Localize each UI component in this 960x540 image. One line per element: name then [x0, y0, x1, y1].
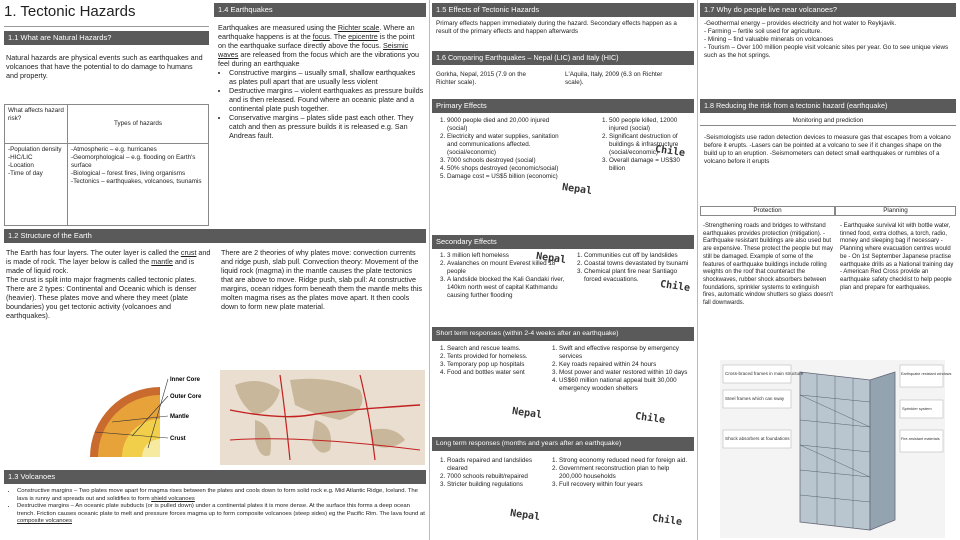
building-label-windows: Earthquake resistant windows [901, 372, 952, 376]
tectonic-plates-map [220, 370, 425, 465]
primary-effects-header: Primary Effects [432, 99, 694, 113]
hazard-risk-table [4, 104, 209, 226]
nepal-label-primary: Nepal [561, 181, 593, 198]
structure-right-text: There are 2 theories of why plates move: convection currents and ridge push, slab pull. Convection theory: Movement of the liquid rock (magma) in the mantle causes the plate tectonics that are above to move. Ridge push, slab pull: At constructive margins, ocean ridges form beneath them the mantle melts this molten magma rises as the plates move apart. It then cools down to form new plate material. [221, 248, 422, 311]
planning-text: - Earthquake survival kit with bottle water, tinned food, extra clothes, a torch, radio, money and sleeping bag if necessary - Planning where evacuation centres would be - On 1st September Japanese practise earthquake drills as a National training day - American Red Cross provide an earthquake safety checklist to help people plan and prepare for earthquakes. [840, 223, 954, 291]
protection-text: -Strengthening roads and bridges to withstand earthquakes provides protection (mitigation). - Earthquake resistant buildings are also used but are expensive. These protect the people but may still be damaged. Example of some of the features of earthquake buildings include rolling weights on the roof that counteract the shockwaves, rubber shock absorbers between foundations, sprinkler systems to extinguish fires, automatic window shutters so glass doesn't fall downwards. [703, 223, 833, 307]
why-live-header: 1.7 Why do people live near volcanoes? [700, 3, 956, 17]
nepal-primary-effects: 1. 9000 people died and 20,000 injured (social) 2. Electricity and water supplies, sanitation and communications affected. (social/economic) 3. 7000 schools destroyed (social) 4. 50% shops destroyed (economic/social) 5. Damage cost = US$5 billion (economic) [436, 117, 566, 181]
long-term-header: Long term responses (months and years after an earthquake) [432, 437, 694, 451]
building-label-steel-frames: Steel frames which can sway [725, 396, 785, 401]
natural-hazards-header: 1.1 What are Natural Hazards? [4, 31, 209, 45]
chile-long-term: 1. Strong economy reduced need for foreign aid. 2. Government reconstruction plan to help 200,000 households 3. Full recovery within four years [548, 457, 693, 489]
layer-label-crust: Crust [170, 436, 186, 442]
natural-hazards-text: Natural hazards are physical events such as earthquakes and volcanoes that have the potential to do damage to humans and property. [6, 53, 203, 80]
risk-header: What affects hazard risk? [8, 107, 64, 122]
nepal-long-term: 1. Roads repaired and landslides cleared 2. 7000 schools rebuilt/repaired 3. Stricter building regulations [436, 457, 551, 489]
building-label-shock-absorbers: Shock absorbers at foundations [725, 436, 790, 441]
layer-label-outer-core: Outer Core [170, 394, 202, 400]
planning-header: Planning [835, 206, 956, 216]
nepal-label-secondary: Nepal [535, 250, 567, 267]
volcanoes-header: 1.3 Volcanoes [4, 470, 426, 484]
nepal-secondary-effects: 1. 3 million left homeless 2. Avalanches on mount Everest killed 18 people 3. A landslide blocked the Kali Gandaki river, 140km north west of capital Kathmandu causing further flooding [436, 252, 568, 300]
building-label-sprinkler: Sprinkler system [902, 406, 932, 411]
effects-header: 1.5 Effects of Tectonic Hazards [432, 3, 694, 17]
gorkha-label: Gorkha, Nepal, 2015 (7.9 on the Richter scale). [436, 71, 526, 86]
chile-label-primary: Chile [654, 143, 686, 160]
types-header: Types of hazards [114, 119, 162, 127]
hazard-types: -Atmospheric – e.g. hurricanes -Geomorphological – e.g. flooding on Earth's surface -Biological – forest fires, living organisms -Tectonics – earthquakes, volcanoes, tsunamis [68, 143, 209, 226]
chile-primary-effects: 1. 500 people killed, 12000 injured (social) 2. Significant destruction of buildings & infrastructure (social/economic) 3. Overall damage = US$30 billion [598, 117, 694, 173]
structure-left-text: The Earth has four layers. The outer layer is called the crust and is made of rock. The layer below is called the mantle and is made of liquid rock. The crust is split into major fragments called tectonic plates. There are 2 types: Continental and Oceanic which is denser (heavier). These plates move and where they meet (plate boundaries) you get tectonic activity (volcanoes and earthquakes). [6, 248, 211, 320]
layer-label-mantle: Mantle [170, 414, 190, 420]
reducing-header: 1.8 Reducing the risk from a tectonic hazard (earthquake) [700, 99, 956, 113]
risk-factors: -Population density -HIC/LIC -Location -Time of day [5, 143, 68, 226]
nepal-short-term: 1. Search and rescue teams. 2. Tents provided for homeless. 3. Temporary pop up hospitals 4. Food and bottles water sent [436, 345, 551, 377]
laquila-label: L'Aquila, Italy, 2009 (6.3 on Richter scale). [565, 71, 663, 86]
secondary-effects-header: Secondary Effects [432, 235, 694, 249]
earth-layers-diagram [40, 362, 210, 460]
nepal-label-short: Nepal [511, 405, 543, 422]
nepal-label-long: Nepal [509, 507, 541, 524]
divider-2 [697, 0, 698, 540]
layer-label-inner-core: Inner Core [170, 377, 201, 383]
monitoring-header: Monitoring and prediction [700, 117, 956, 126]
divider-1 [429, 0, 430, 540]
building-label-fire-resistant: Fire-resistant materials [901, 437, 940, 441]
chile-secondary-effects: 1. Communities cut off by landslides 2. Coastal towns devastated by tsunami 3. Chemical plant fire near Santiago forced evacuations. [573, 252, 693, 284]
earthquakes-header: 1.4 Earthquakes [214, 3, 426, 17]
building-label-cross-braced: Cross-braced frames in main structure [725, 371, 804, 376]
chile-label-secondary: Chile [659, 278, 691, 295]
short-term-header: Short term responses (within 2-4 weeks after an earthquake) [432, 327, 694, 341]
chile-label-short: Chile [634, 410, 666, 427]
earthquake-building-diagram [720, 360, 952, 538]
structure-header: 1.2 Structure of the Earth [4, 229, 426, 243]
page-title: 1. Tectonic Hazards [4, 3, 209, 27]
earthquakes-text: Earthquakes are measured using the Richter scale. Where an earthquake happens is at the focus. The epicentre is the point on the earthquake surface directly above the focus. Seismic waves are released from the focus which are the vibrations you feel during an earthquake • Constructive margins – usually small, shallow earthquakes as plates pull apart that are usually less violent • Destructive margins – violent earthquakes as pressure builds and is then released. Found where an oceanic plate and a continental plate push together. • Conservative margins – plates slide past each other. They catch and then as pressure builds it is released e.g. San Andreas fault. [218, 23, 424, 140]
why-live-text: -Geothermal energy – provides electricity and hot water to Reykjavik. - Farming – fertile soil used for agriculture. - Mining – find valuable minerals on volcanoes - Tourism – Over 100 million people visit volcanic sites per year. Go to see unique views such as the hot springs. [704, 20, 949, 59]
monitoring-text: -Seismologists use radon detection devices to measure gas that escapes from a volcano before it erupts. -Lasers can be pointed at a volcano to see if it changes shape on the build up to an eruption. -Seismometers can detect small earthquakes or rumbles of a volcano before it erupts [704, 134, 951, 165]
effects-text: Primary effects happen immediately during the hazard. Secondary effects happen as a result of the primary effects and happen afterwards [436, 20, 677, 35]
volcanoes-text: • Constructive margins – Two plates move apart for magma rises between the plates and cools down to form solid rock e.g. Mid Atlantic Ridge, Iceland. The lava is runny and spreads out and solidifies to form shield volcanoes • Destructive margins – An oceanic plate subducts (or is pulled down) under a continental plates it is more dense. At the surface this forms a deep ocean trench. Friction causes oceanic plate to melt and pressure forces magma up to form composite volcanoes (steep sides) eg the Pacific Rim. The lava found at composite volcanoes [6, 488, 426, 526]
protection-header: Protection [700, 206, 835, 216]
chile-label-long: Chile [651, 512, 683, 529]
chile-short-term: 1. Swift and effective response by emergency services 2. Key roads repaired within 24 hours 3. Most power and water restored within 10 days 4. US$60 million national appeal built 30,000 emergency wooden shelters [548, 345, 693, 393]
comparing-header: 1.6 Comparing Earthquakes – Nepal (LIC) and Italy (HIC) [432, 51, 694, 65]
